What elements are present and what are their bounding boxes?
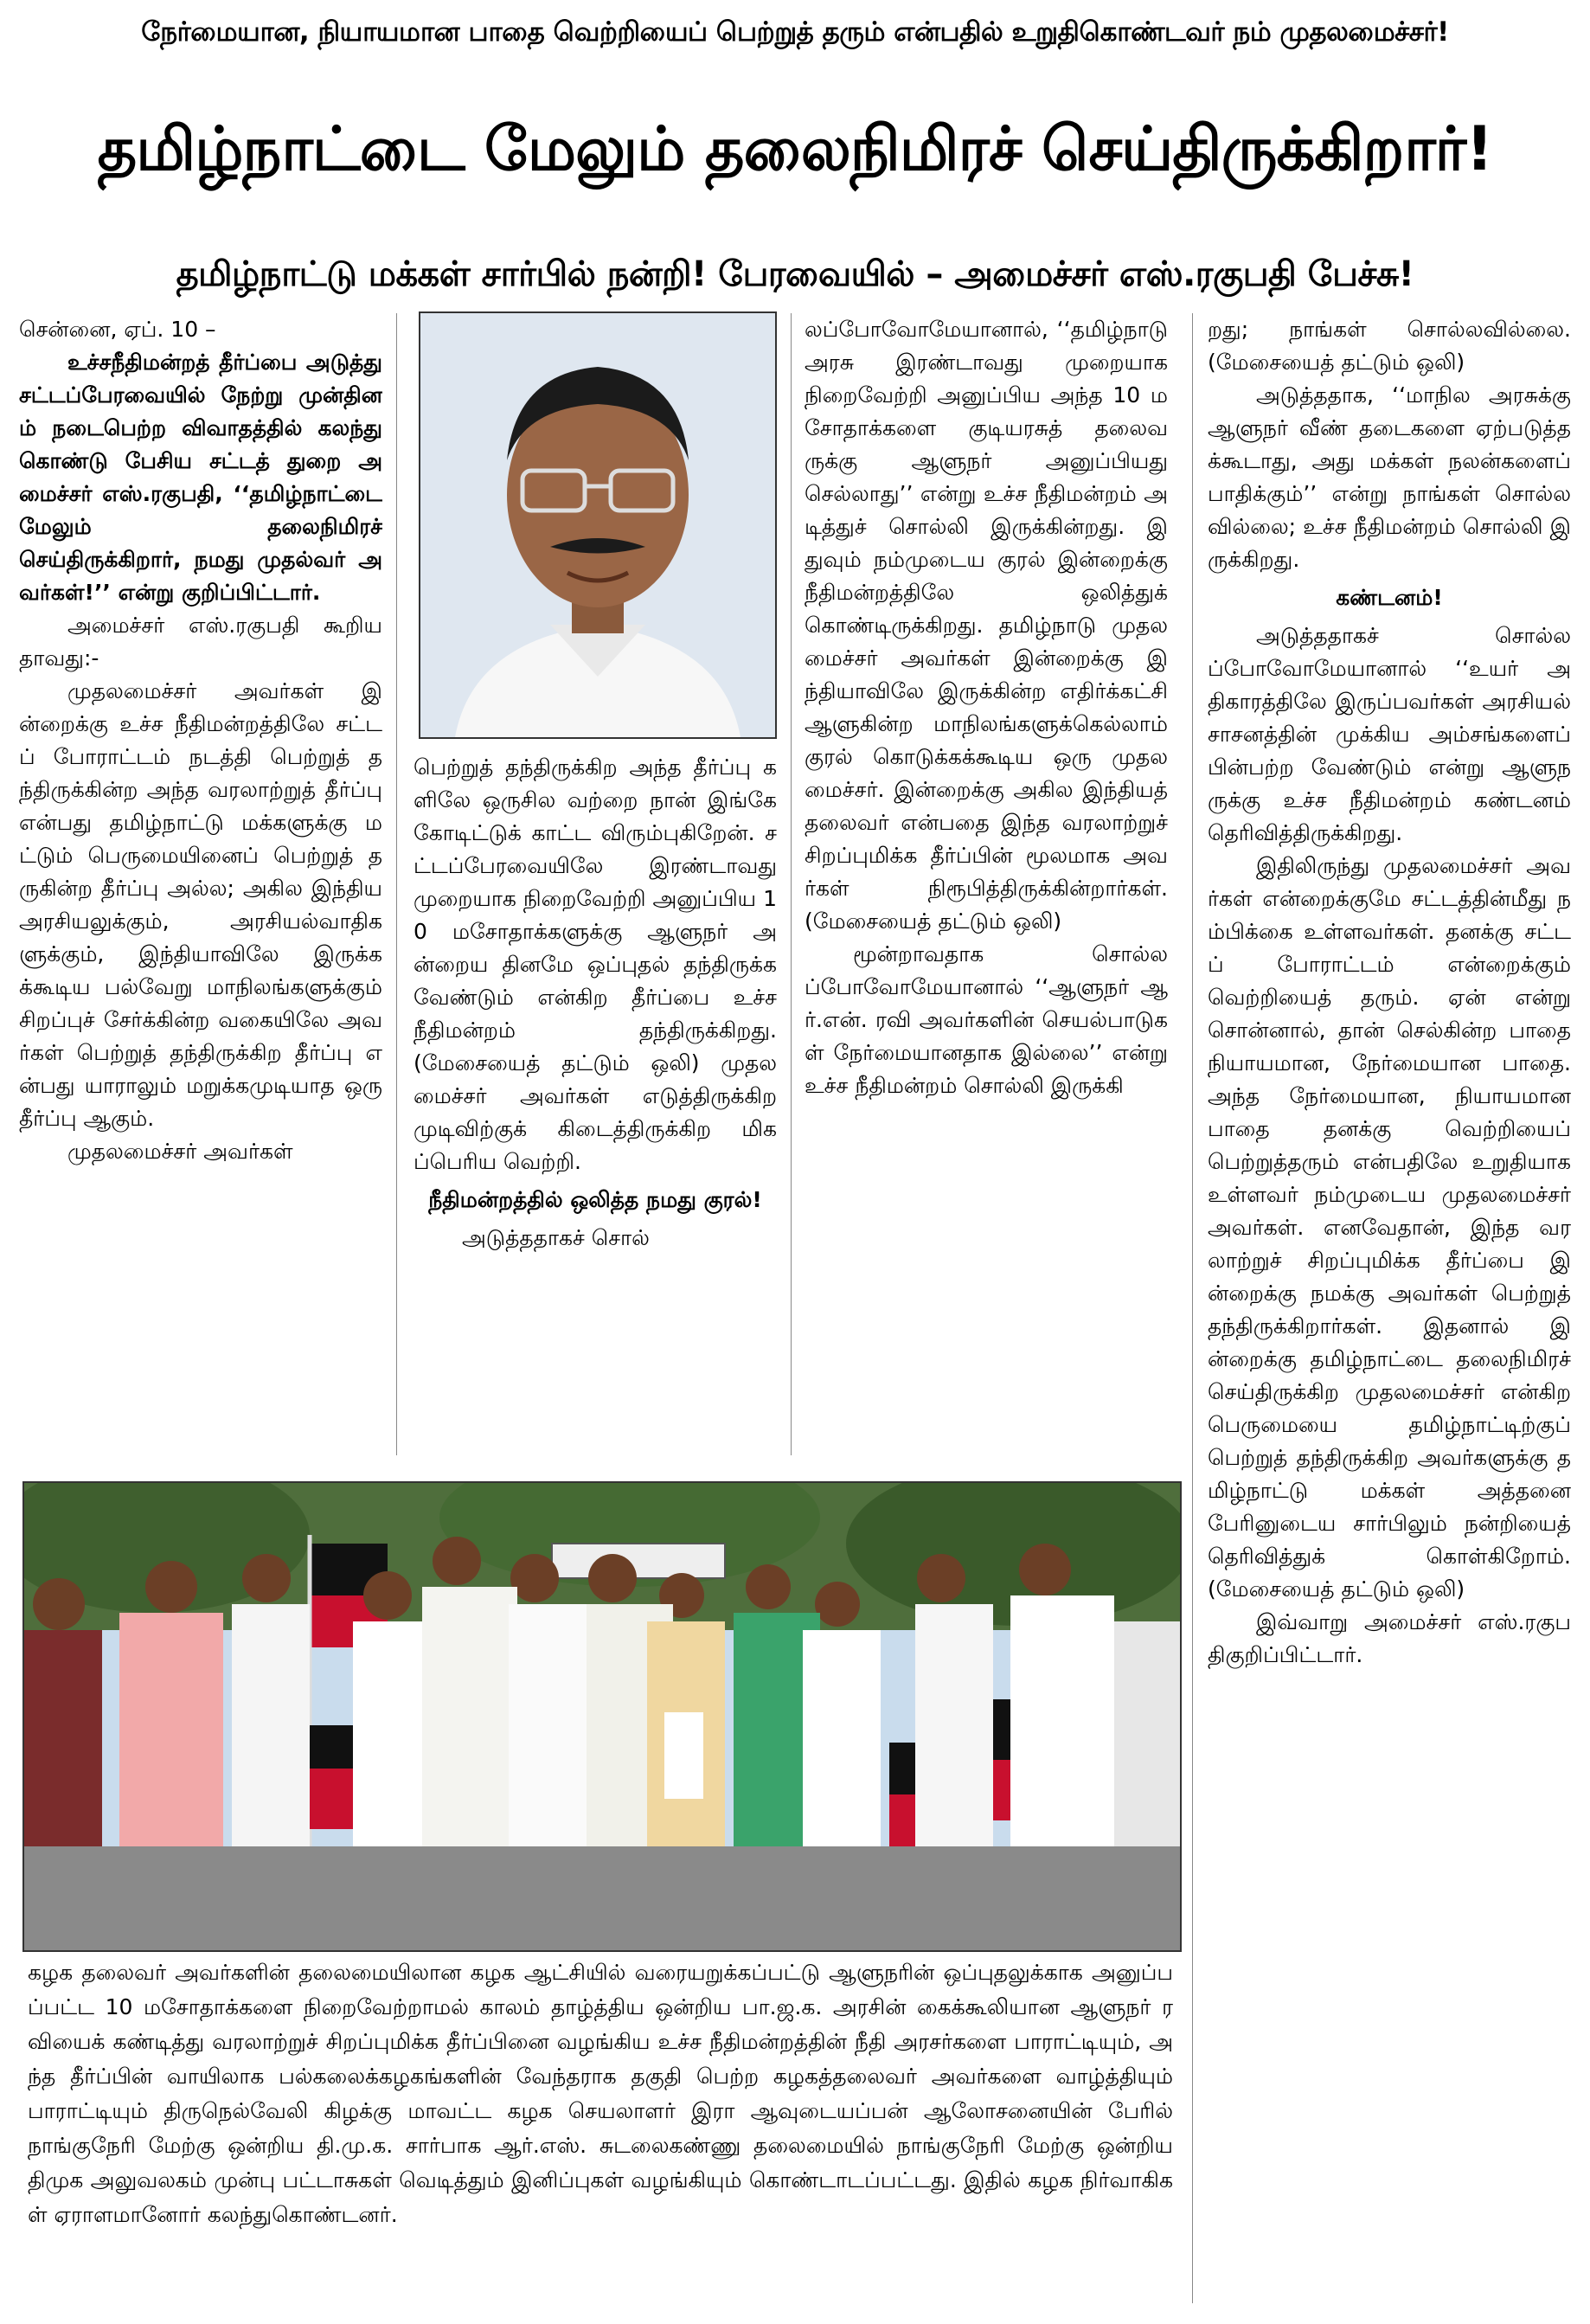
article-column-3 <box>805 313 1168 1455</box>
article-column-2 <box>414 751 777 1455</box>
dateline: சென்னை, ஏப். 10 – <box>19 317 216 342</box>
article-paragraph: அடுத்ததாக, ‘‘மாநில அரசுக்கு ஆளுநர் வீண் தடைகளை ஏற்படுத்தக்கூடாது, அது மக்கள் நலன்களைப் பாதிக்கும்’’ என்று நாங்கள் சொல்லவில்லை; உச்ச நீதிமன்றம் சொல்லி இருக்கிறது. <box>1208 382 1571 572</box>
article-paragraph: இதிலிருந்து முதலமைச்சர் அவர்கள் என்றைக்குமே சட்டத்தின்மீது நம்பிக்கை உள்ளவர்கள். தனக்கு சட்டப் போராட்டம் என்றைக்கும் வெற்றியைத் தரும். ஏன் என்று சொன்னால், தான் செல்கின்ற பாதை நியாயமான, நேர்மையான பாதை. அந்த நேர்மையான, நியாயமான பாதை தனக்கு வெற்றியைப் பெற்றுத்தரும் என்பதிலே உறுதியாக உள்ளவர் நம்முடைய முதலமைச்சர் அவர்கள். எனவேதான், இந்த வரலாற்றுச் சிறப்புமிக்க தீர்ப்பை இன்றைக்கு நமக்கு அவர்கள் பெற்றுத் தந்திருக்கிறார்கள். இதனால் இன்றைக்கு தமிழ்நாட்டை தலைநிமிரச் செய்திருக்கிற முதலமைச்சர் என்கிற பெருமையை தமிழ்நாட்டிற்குப் பெற்றுத் தந்திருக்கிற அவர்களுக்கு தமிழ்நாட்டு மக்கள் அத்தனை பேரினுடைய சார்பிலும் நன்றியைத் தெரிவித்துக் கொள்கிறோம். (மேசையைத் தட்டும் ஒலி) <box>1208 853 1571 1602</box>
article-paragraph: பெற்றுத் தந்திருக்கிற அந்த தீர்ப்பு களிலே ஒருசில வற்றை நான் இங்கே கோடிட்டுக் காட்ட விரும்புகிறேன். சட்டப்பேரவையிலே இரண்டாவது முறையாக நிறைவேற்றி அனுப்பிய 10 மசோதாக்களுக்கு ஆளுநர் அன்றைய தினமே ஒப்புதல் தந்திருக்க வேண்டும் என்கிற தீர்ப்பை உச்ச நீதிமன்றம் தந்திருக்கிறது. (மேசையைத் தட்டும் ஒலி) முதலமைச்சர் அவர்கள் எடுத்திருக்கிற முடிவிற்குக் கிடைத்திருக்கிற மிகப்பெரிய வெற்றி. <box>414 754 777 1174</box>
article-intro: உச்சநீதிமன்றத் தீர்ப்பை அடுத்து சட்டப்பேரவையில் நேற்று முன்தினம் நடைபெற்ற விவாதத்தில் கலந்து கொண்டு பேசிய சட்டத் துறை அமைச்சர் எஸ்.ரகுபதி, ‘‘தமிழ்நாட்டை மேலும் தலைநிமிரச் செய்திருக்கிறார், நமது முதல்வர் அவர்கள்!’’ என்று குறிப்பிட்டார். <box>19 350 382 605</box>
section-subhead: கண்டனம்! <box>1336 585 1443 610</box>
minister-portrait <box>419 311 777 739</box>
article-paragraph: முதலமைச்சர் அவர்கள் <box>67 1139 293 1164</box>
celebration-group-photo-icon <box>24 1483 1180 1950</box>
celebration-photo <box>22 1481 1182 1952</box>
article-paragraph: அமைச்சர் எஸ்.ரகுபதி கூறியதாவது:- <box>19 613 382 671</box>
photo-caption: கழக தலைவர் அவர்களின் தலைமையிலான கழக ஆட்சியில் வரையறுக்கப்பட்டு ஆளுநரின் ஒப்புதலுக்காக அனுப்பப்பட்ட 10 மசோதாக்களை நிறைவேற்றாமல் காலம் தாழ்த்திய ஒன்றிய பா.ஜ.க. அரசின் கைக்கூலியான ஆளுநர் ரவியைக் கண்டித்து வரலாற்றுச் சிறப்புமிக்க தீர்ப்பினை வழங்கிய உச்ச நீதிமன்றத்தின் நீதி அரசர்களை பாராட்டியும், அந்த தீர்ப்பின் வாயிலாக பல்கலைக்கழகங்களின் வேந்தராக தகுதி பெற்ற கழகத்தலைவர் அவர்களை வாழ்த்தியும் பாராட்டியும் திருநெல்வேலி கிழக்கு மாவட்ட கழக செயலாளர் இரா ஆவுடையப்பன் ஆலோசனையின் பேரில் நாங்குநேரி மேற்கு ஒன்றிய தி.மு.க. சார்பாக ஆர்.எஸ். சுடலைகண்ணு தலைமையில் நாங்குநேரி மேற்கு ஒன்றிய திமுக அலுவலகம் முன்பு பட்டாசுகள் வெடித்தும் இனிப்புகள் வழங்கியும் கொண்டாடப்பட்டது. இதில் கழக நிர்வாகிகள் ஏராளமானோர் கலந்துகொண்டனர். <box>28 1960 1173 2227</box>
column-divider <box>396 313 397 1455</box>
article-paragraph: றது; நாங்கள் சொல்லவில்லை. (மேசையைத் தட்டும் ஒலி) <box>1208 317 1571 375</box>
article-column-4 <box>1208 313 1571 2312</box>
article-paragraph: அடுத்ததாகச் சொல் <box>462 1225 650 1250</box>
article-column-1 <box>19 313 382 1455</box>
article-paragraph: லப்போவோமேயானால், ‘‘தமிழ்நாடு அரசு இரண்டாவது முறையாக நிறைவேற்றி அனுப்பிய அந்த 10 மசோதாக்களை குடியரசுத் தலைவருக்கு ஆளுநர் அனுப்பியது செல்லாது’’ என்று உச்ச நீதிமன்றம் அடித்துச் சொல்லி இருக்கின்றது. இதுவும் நம்முடைய குரல் இன்றைக்கு நீதிமன்றத்திலே ஒலித்துக் கொண்டிருக்கிறது. தமிழ்நாடு முதலமைச்சர் அவர்கள் இன்றைக்கு இந்தியாவிலே இருக்கின்ற எதிர்க்கட்சி ஆளுகின்ற மாநிலங்களுக்கெல்லாம் குரல் கொடுக்கக்கூடிய ஒரு முதலமைச்சர். இன்றைக்கு அகில இந்தியத் தலைவர் என்பதை இந்த வரலாற்றுச் சிறப்புமிக்க தீர்ப்பின் மூலமாக அவர்கள் நிரூபித்திருக்கின்றார்கள். (மேசையைத் தட்டும் ஒலி) <box>805 317 1168 934</box>
portrait-icon <box>420 313 775 737</box>
subheadline: தமிழ்நாட்டு மக்கள் சார்பில் நன்றி! பேரவையில் – அமைச்சர் எஸ்.ரகுபதி பேச்சு! <box>176 254 1414 294</box>
article-paragraph: முதலமைச்சர் அவர்கள் இன்றைக்கு உச்ச நீதிமன்றத்திலே சட்டப் போராட்டம் நடத்தி பெற்றுத் தந்திருக்கின்ற அந்த வரலாற்றுத் தீர்ப்பு என்பது தமிழ்நாட்டு மக்களுக்கு மட்டும் பெருமையினைப் பெற்றுத் தருகின்ற தீர்ப்பு அல்ல; அகில இந்திய அரசியலுக்கும், அரசியல்வாதிகளுக்கும், இந்தியாவிலே இருக்கக்கூடிய பல்வேறு மாநிலங்களுக்கும் சிறப்புச் சேர்க்கின்ற வகையிலே அவர்கள் பெற்றுத் தந்திருக்கிற தீர்ப்பு என்பது யாராலும் மறுக்கமுடியாத ஒரு தீர்ப்பு ஆகும். <box>19 678 382 1131</box>
strapline: நேர்மையான, நியாயமான பாதை வெற்றியைப் பெற்றுத் தரும் என்பதில் உறுதிகொண்டவர் நம் முதலமைச்சர்! <box>141 16 1449 48</box>
article-paragraph: மூன்றாவதாக சொல்லப்போவோமேயானால் ‘‘ஆளுநர் ஆர்.என். ரவி அவர்களின் செயல்பாடுகள் நேர்மையானதாக இல்லை’’ என்று உச்ச நீதிமன்றம் சொல்லி இருக்கி <box>805 941 1168 1098</box>
section-subhead: நீதிமன்றத்தில் ஒலித்த நமது குரல்! <box>428 1187 762 1212</box>
column-divider <box>1192 313 1193 2303</box>
headline: தமிழ்நாட்டை மேலும் தலைநிமிரச் செய்திருக்கிறார்! <box>97 113 1493 184</box>
article-paragraph: அடுத்ததாகச் சொல்லப்போவோமேயானால் ‘‘உயர் அதிகாரத்திலே இருப்பவர்கள் அரசியல் சாசனத்தின் முக்கிய அம்சங்களைப் பின்பற்ற வேண்டும் என்று ஆளுநருக்கு உச்ச நீதிமன்றம் கண்டனம் தெரிவித்திருக்கிறது. <box>1208 623 1571 845</box>
column-divider <box>791 313 792 1455</box>
article-paragraph: இவ்வாறு அமைச்சர் எஸ்.ரகுபதிகுறிப்பிட்டார். <box>1208 1609 1571 1667</box>
